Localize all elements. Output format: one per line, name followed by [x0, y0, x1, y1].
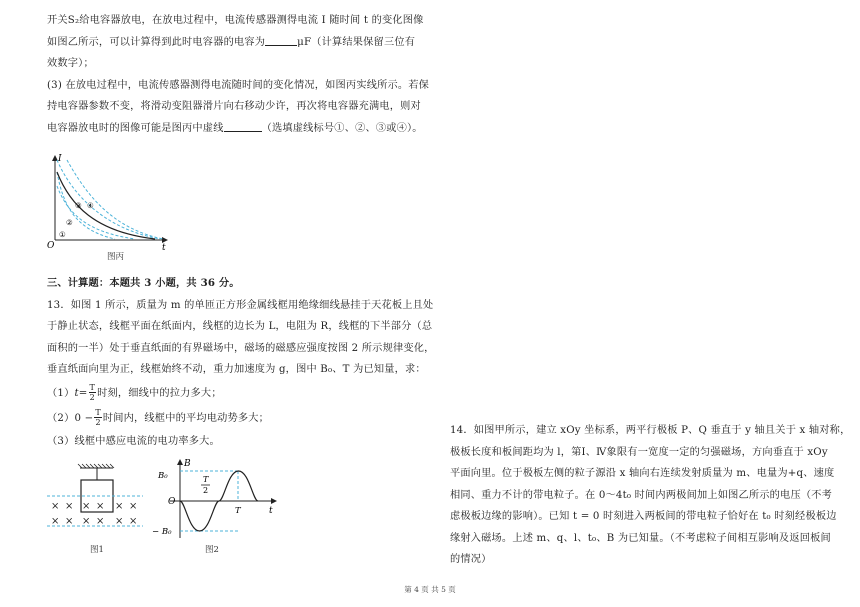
- q14-line: 平面向里。位于极板左侧的粒子源沿 x 轴向右连续发射质量为 m、电量为+q、速度: [450, 468, 835, 479]
- curve-label-2: ②: [66, 218, 73, 227]
- curve-label-1: ①: [59, 230, 66, 239]
- q14: [450, 420, 851, 571]
- section-title: 三、计算题：本题共 3 小题，共 36 分。: [47, 277, 240, 289]
- origin-label: O: [47, 241, 55, 251]
- svg-text:×: ×: [115, 516, 124, 527]
- q13-sub-1: （1）t= $\frac{T}{2}$ 时刻，细线中的拉力多大；: [47, 383, 222, 402]
- left-column: [47, 10, 430, 139]
- figure-2: [152, 456, 282, 546]
- q14-line: 缘射入磁场。上述 m、q、l、t₀、B 为已知量。（不考虑粒子间相互影响及返回板间: [450, 532, 831, 544]
- figure-caption: 图1: [90, 545, 104, 555]
- figure-1: [45, 462, 145, 534]
- text-line: (3) 在放电过程中，电流传感器测得电流随时间的变化情况，如图丙实线所示。若保: [47, 79, 430, 91]
- q13-line: 于静止状态，线框平面在纸面内，线框的边长为 L，电阻为 R，线框的下半部分（总: [47, 321, 433, 332]
- svg-text:×: ×: [115, 501, 124, 512]
- text-line: 如图乙所示，可以计算得到此时电容器的电容为 μF（计算结果保留三位有: [47, 36, 416, 48]
- section-3: [47, 273, 435, 452]
- curve-label-4: ④: [87, 201, 94, 210]
- svg-text:×: ×: [51, 516, 60, 527]
- q14-line: 14．如图甲所示，建立 xOy 坐标系，两平行极板 P、Q 垂直于 y 轴且关于 x 轴对称，: [450, 425, 851, 436]
- q14-line: 虑极板边缘的影响）。已知 t = 0 时刻进入两板间的带电粒子恰好在 t₀ 时刻经极板边: [450, 511, 837, 522]
- svg-text:×: ×: [65, 501, 74, 512]
- q14-line: 相同、重力不计的带电粒子。在 0～4t₀ 时间内两极间加上如图乙所示的电压（不考: [450, 489, 832, 501]
- figure-caption: 图丙: [107, 252, 125, 262]
- q14-line: 极板长度和板间距均为 l，第Ⅰ、Ⅳ象限有一宽度一定的匀强磁场，方向垂直于 xOy: [450, 446, 828, 458]
- figure-bing: [45, 150, 175, 258]
- svg-text:×: ×: [82, 501, 91, 512]
- text-line: 持电容器参数不变，将滑动变阻器滑片向右移动少许，再次将电容器充满电，则对: [47, 101, 421, 112]
- svg-text:×: ×: [82, 516, 91, 527]
- dashed-curve-4: [67, 160, 163, 239]
- svg-text:×: ×: [129, 516, 138, 527]
- y-axis-label: B: [184, 459, 191, 469]
- neg-b0-label: − B₀: [152, 527, 172, 537]
- page-footer: 第 4 页 共 5 页: [404, 585, 456, 594]
- b0-label: B₀: [158, 471, 168, 481]
- text-line: 效数字）；: [47, 58, 94, 69]
- q14-line: 的情况）: [450, 554, 492, 565]
- dashed-curve-1: [57, 172, 115, 239]
- half-t-den: 2: [203, 486, 209, 495]
- q13-sub-2: （2）0 − $\frac{T}{2}$ 时间内，线框中的平均电动势多大；: [47, 408, 270, 427]
- answer-blank[interactable]: [265, 35, 297, 46]
- text-line: 开关S₂给电容器放电，在放电过程中，电流传感器测得电流 I 随时间 t 的变化图像: [47, 15, 424, 26]
- y-axis-label: I: [58, 154, 62, 164]
- svg-text:×: ×: [51, 501, 60, 512]
- x-axis-label: t: [162, 243, 166, 253]
- answer-blank[interactable]: [224, 121, 262, 132]
- q13-line: 13．如图 1 所示，质量为 m 的单匝正方形金属线框用绝缘细线悬挂于天花板上且处: [47, 299, 434, 311]
- q13-line: 面积的一半）处于垂直纸面的有界磁场中，磁场的磁感应强度按图 2 所示规律变化，: [47, 342, 435, 354]
- origin-label: O: [168, 497, 176, 507]
- half-t-num: T: [203, 475, 209, 484]
- magnetic-field-crosses: [51, 501, 137, 527]
- curve-label-3: ③: [75, 201, 82, 210]
- text-line: 电容器放电时的图像可能是图丙中虚线 （选填虚线标号①、②、③或④）。: [47, 122, 423, 134]
- t-label: T: [235, 506, 241, 516]
- svg-text:×: ×: [96, 501, 105, 512]
- svg-text:×: ×: [96, 516, 105, 527]
- solid-curve: [57, 172, 155, 239]
- svg-text:×: ×: [65, 516, 74, 527]
- x-axis-label: t: [269, 506, 273, 516]
- figure-caption: 图2: [205, 545, 219, 555]
- svg-text:×: ×: [129, 501, 138, 512]
- q13-line: 垂直纸面向里为正，线框始终不动，重力加速度为 g，图中 B₀、T 为已知量，求：: [47, 364, 426, 375]
- q13-sub-3: （3）线框中感应电流的电功率多大。: [47, 435, 220, 447]
